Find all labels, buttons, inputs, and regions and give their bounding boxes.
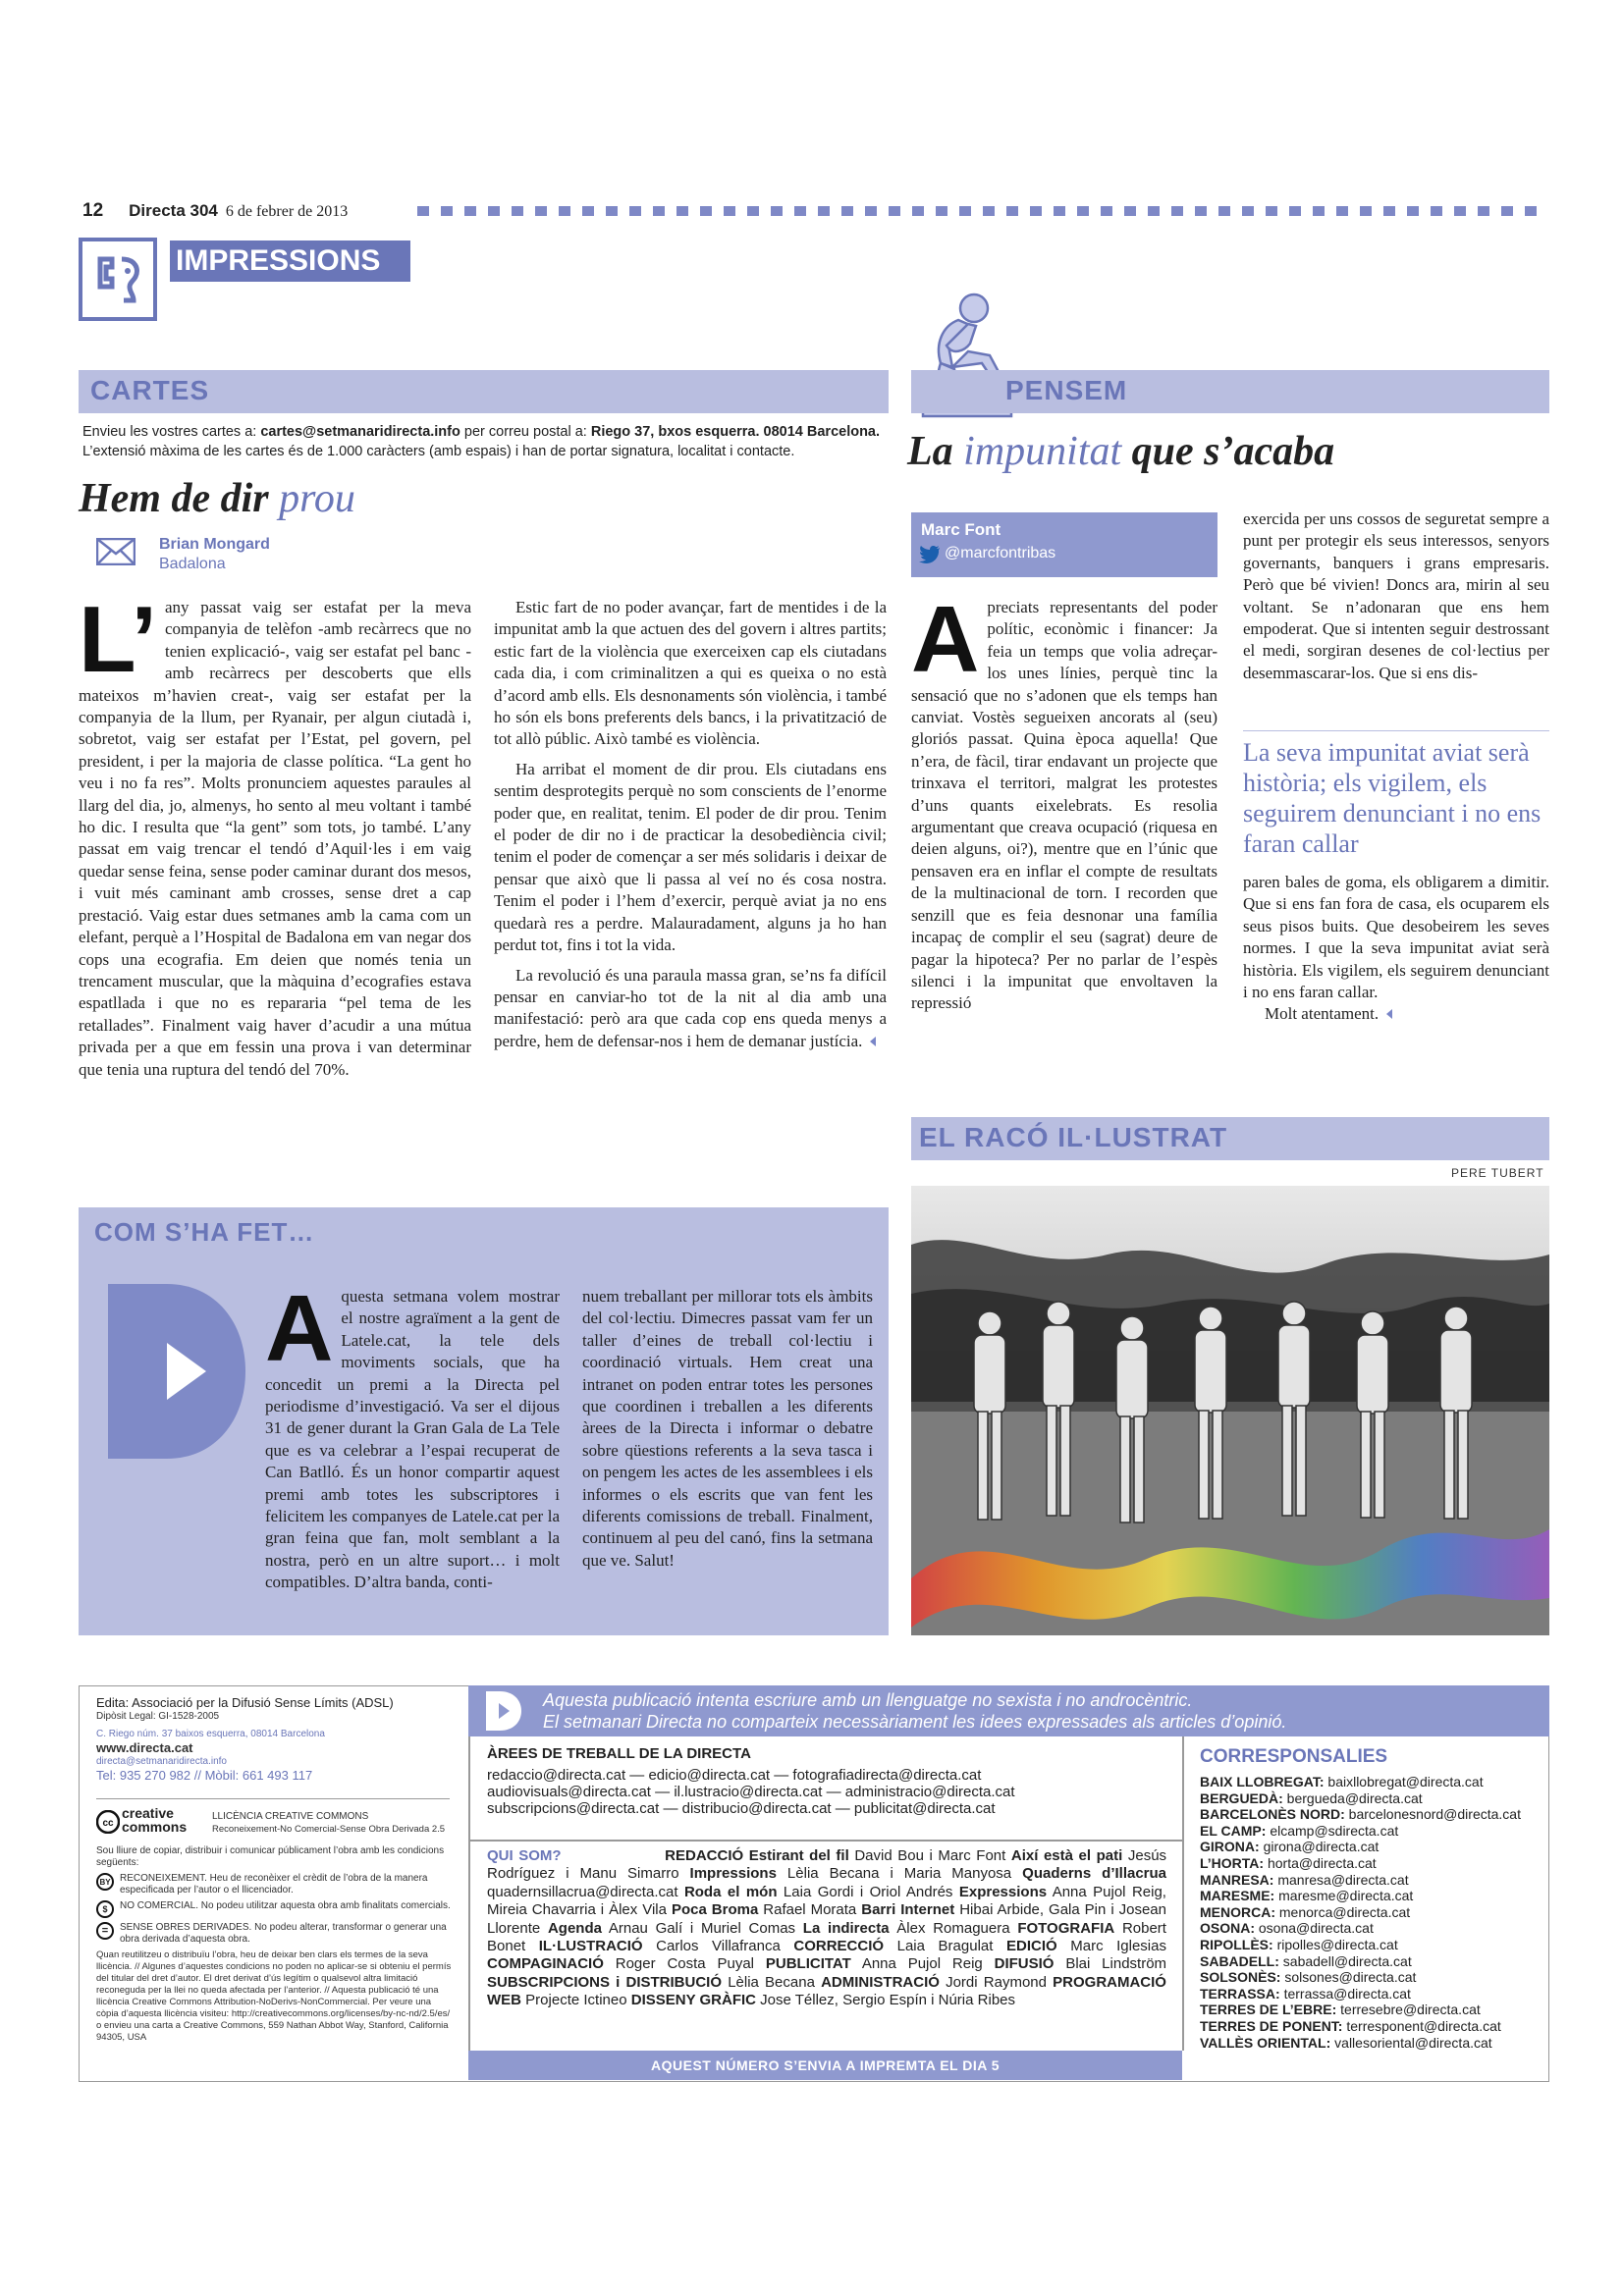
cartes-band-title: CARTES — [90, 375, 210, 405]
corr-email[interactable]: elcamp@sdirecta.cat — [1270, 1822, 1399, 1839]
corr-email[interactable]: terresebre@directa.cat — [1340, 2002, 1481, 2018]
cartes-email[interactable]: cartes@setmanaridirecta.info — [260, 424, 460, 440]
cc-item-by — [96, 1873, 452, 1896]
quisom-names: Àlex Romaguera — [896, 1919, 1010, 1937]
corr-email[interactable]: girona@directa.cat — [1263, 1839, 1380, 1855]
section-title-impressions: IMPRESSIONS — [170, 240, 410, 282]
comshafet-col2-text: nuem treballant per millorar tots els àmbits del col·lectiu. Dimecres passat vam fer un taller d’eines de treball col·lectiu i coordinació virtuals. Hem creat una intranet on poden entrar totes les persones que coordinen i treballen a les diferents àrees de la Directa i informar o debatre sobre qüestions referents a la seva tasca i on pengem les actes de les assemblees i els informes o els escrits que van fent les diferents comissions de treball. Finalment, continuem al peu del canó, fins la setmana que ve. Salut! — [582, 1287, 873, 1570]
footer-band — [468, 2051, 1182, 2080]
corr-item — [1200, 1855, 1543, 1872]
corr-region: SABADELL: — [1200, 1952, 1279, 1969]
quisom-role: REDACCIÓ — [665, 1847, 744, 1864]
pensem-band — [911, 370, 1549, 413]
corr-email[interactable]: maresme@directa.cat — [1278, 1888, 1414, 1904]
raco-band-title: EL RACÓ IL·LUSTRAT — [919, 1122, 1228, 1152]
quisom-role: ADMINISTRACIÓ — [821, 1973, 940, 1991]
corr-region: BAIX LLOBREGAT: — [1200, 1774, 1325, 1789]
pensem-headline-c: que s’acaba — [1121, 429, 1335, 474]
directa-d-logo-icon — [108, 1284, 245, 1459]
end-mark-icon — [1386, 1009, 1392, 1019]
pensem-headline-b: impunitat — [963, 429, 1122, 474]
corr-item — [1200, 1823, 1543, 1840]
cc-title: LLICÈNCIA CREATIVE COMMONS — [212, 1811, 369, 1822]
corr-item — [1200, 1953, 1543, 1970]
notice-line-1: Aquesta publicació intenta escriure amb un llenguatge no sexista i no androcèntric. — [543, 1690, 1193, 1710]
pensem-band-title: PENSEM — [1005, 375, 1128, 405]
quisom-role: La indirecta — [802, 1919, 890, 1937]
corr-item — [1200, 2002, 1543, 2018]
quisom-names: David Bou i Marc Font — [854, 1847, 1006, 1864]
corr-email[interactable]: bergueda@directa.cat — [1286, 1789, 1423, 1806]
quisom-role: Agenda — [547, 1919, 602, 1937]
pensem-column-2b — [1243, 872, 1549, 1026]
corr-item — [1200, 2018, 1543, 2035]
raco-illustration — [911, 1186, 1549, 1635]
cc-item-by-text: RECONEIXEMENT. Heu de reconèixer el crèdit de l’obra de la manera especificada per l’autor o el llicenciador. — [120, 1873, 428, 1896]
cartes-address: Riego 37, bxos esquerra. 08014 Barcelona. — [590, 424, 881, 440]
cartes-info — [82, 422, 888, 461]
quisom-role: Estirant del fil — [748, 1847, 849, 1864]
quisom-names: Hibai Arbide, Gala Pin i Josean Llorente — [487, 1901, 1166, 1937]
masthead-tel: Tel: 935 270 982 // Mòbil: 661 493 117 — [96, 1768, 313, 1783]
quisom-role: IL·LUSTRACIÓ — [538, 1938, 643, 1955]
corr-email[interactable]: baixllobregat@directa.cat — [1327, 1774, 1484, 1789]
cartes-city: Badalona — [159, 556, 226, 572]
masthead-diposit: Dipòsit Legal: GI-1528-2005 — [96, 1711, 220, 1722]
arees-list — [487, 1767, 1015, 1817]
cartes-author: Brian Mongard — [159, 536, 270, 553]
corr-region: BERGUEDÀ: — [1200, 1789, 1283, 1806]
end-mark-icon — [870, 1037, 876, 1046]
cartes-info-mid: per correu postal a: — [460, 424, 591, 440]
corr-item — [1200, 1904, 1543, 1921]
cartes-column-2 — [494, 597, 887, 1052]
raco-credit: PERE TUBERT — [1451, 1166, 1544, 1180]
corr-region: TERRASSA: — [1200, 1985, 1280, 2002]
comshafet-column-2 — [582, 1286, 873, 1572]
corr-region: RIPOLLÈS: — [1200, 1936, 1273, 1952]
corr-email[interactable]: manresa@directa.cat — [1277, 1871, 1409, 1888]
pensem-signoff-wrap — [1243, 1003, 1549, 1025]
quisom-names: Arnau Galí i Muriel Comas — [608, 1919, 796, 1937]
quisom-role: EDICIÓ — [1005, 1938, 1057, 1955]
cartes-info-suffix: L’extensió màxima de les cartes és de 1.000 caràcters (amb espais) i han de portar signatura, localitat i contacte. — [82, 444, 795, 459]
corr-item — [1200, 1969, 1543, 1986]
cartes-headline-b: prou — [279, 476, 355, 521]
corr-region: EL CAMP: — [1200, 1822, 1267, 1839]
cc-conditions — [96, 1873, 452, 2044]
masthead-divider — [96, 1798, 450, 1799]
quisom-names: Carlos Villafranca — [656, 1938, 781, 1955]
corr-region: BARCELONÈS NORD: — [1200, 1806, 1345, 1823]
quisom-role: CORRECCIÓ — [793, 1938, 885, 1955]
pensem-signoff: Molt atentament. — [1265, 1004, 1380, 1024]
masthead-email[interactable]: directa@setmanaridirecta.info — [96, 1756, 227, 1767]
pensem-headline-a: La — [907, 429, 964, 474]
publication-name: Directa 304 — [129, 201, 218, 220]
comshafet-column-1 — [265, 1276, 560, 1594]
corr-item — [1200, 1937, 1543, 1953]
page-header — [82, 200, 377, 230]
noncommercial-icon: $ — [96, 1900, 114, 1918]
pensem-col1-text: preciats representants del poder polític, econòmic i financer: Ja feia un temps que volia adreçar-los unes línies, perquè tinc la sensació que no s’adonen que els temps han canviat. Vostès segueixen ancorats al (seu) gloriós passat. Quina època aquella! Que n’era, de fàcil, tirar endavant un projecte que trinxava el territori, malgrat les protestes d’uns quants eixelebrats. Es resolia argumentant que creava ocupació (riquesa en deien alguns, oi?), mentre que en l’únic que pensaven era en inflar el compte de resultats de la multinacional de torn. I recorden que senzill que es feia desnonar una família incapaç de complir el seu (sagrat) deure de pagar la hipoteca? Per no parlar de l’espès silenci i la impunitat que envoltaven la repressió — [911, 598, 1217, 1013]
quisom-role: DIFUSIÓ — [994, 1955, 1055, 1973]
quisom-names: Laia Gordi i Oriol Andrés — [783, 1883, 953, 1900]
cartes-col2-p1: Estic fart de no poder avançar, fart de mentides i de la impunitat amb la que actuen des del govern i altres partits; estic fart de la violència que exerceixen cap els ciutadans cada dia, i com criminalitzen a qui es queixa o no està d’acord amb ells. Els desnonaments són violència, i també ho són els bons preferents dels bancs, i la privatització de tot allò públic. Això també es violència. — [494, 598, 887, 749]
corr-email[interactable]: osona@directa.cat — [1258, 1920, 1374, 1937]
corr-region: OSONA: — [1200, 1920, 1255, 1937]
corr-item — [1200, 2035, 1543, 2052]
masthead-left — [96, 1696, 450, 1783]
corr-email[interactable]: terrassa@directa.cat — [1283, 1985, 1411, 2002]
masthead-web[interactable]: www.directa.cat — [96, 1740, 193, 1755]
corr-region: TERRES DE L’EBRE: — [1200, 2002, 1337, 2018]
cartes-col2-p3: La revolució és una paraula massa gran, se’ns fa difícil pensar en canviar-ho tot de la nit al dia amb una manifestació: però ara que cada cop ens queda menys a perdre, hem de defensar-nos i hem de demanar justícia. — [494, 965, 887, 1050]
corr-email[interactable]: solsones@directa.cat — [1284, 1969, 1417, 1986]
masthead-vdivider-1 — [468, 1736, 470, 2051]
corr-region: VALLÈS ORIENTAL: — [1200, 2034, 1331, 2051]
corr-region: SOLSONÈS: — [1200, 1969, 1281, 1986]
quisom-role: Quaderns d’Illacrua — [1022, 1865, 1167, 1883]
footer-text: AQUEST NÚMERO S’ENVIA A IMPREMTA EL DIA 5 — [651, 2057, 1000, 2073]
masthead-edita: Edita: Associació per la Difusió Sense Límits (ADSL) — [96, 1695, 394, 1710]
corr-email[interactable]: vallesoriental@directa.cat — [1334, 2034, 1492, 2051]
page-number: 12 — [82, 200, 104, 221]
cartes-info-prefix: Envieu les vostres cartes a: — [82, 424, 261, 440]
comshafet-col1-text: questa setmana volem mostrar el nostre agraïment a la gent de Latele.cat, la tele dels moviments socials, que ha concedit un premi a la Directa pel periodisme d’investigació. Va ser el dijous 31 de gener durant la Gran Gala de La Tele que es va celebrar a l’espai recuperat de Can Batlló. És un honor compartir aquest premi amb totes les subscriptores i felicitem les companyes de Latele.cat per la gran feina que fan, molt semblant a la nostra, però en un altre suport… i molt compatibles. D’altra banda, conti- — [265, 1287, 560, 1592]
cc-item-nd — [96, 1922, 452, 1946]
corr-item — [1200, 1774, 1543, 1790]
corr-email[interactable]: barcelonesnord@directa.cat — [1348, 1806, 1521, 1823]
cc-sub: Reconeixement-No Comercial-Sense Obra Derivada 2.5 — [212, 1824, 446, 1835]
issue-date: 6 de febrer de 2013 — [225, 203, 349, 220]
quisom-role: PUBLICITAT — [765, 1955, 851, 1973]
corr-email[interactable]: terresponent@directa.cat — [1346, 2017, 1501, 2034]
cc-item-nc-text: NO COMERCIAL. No podeu utilitzar aquesta obra amb finalitats comercials. — [120, 1900, 451, 1911]
quisom-names: Jordi Raymond — [946, 1973, 1047, 1991]
pensem-col2a-text: exercida per uns cossos de seguretat sempre a punt per protegir els seus interessos, senyors governants, banquers i grans empresaris. Però que bé vivien! Doncs ara, mirin al seu voltant. Se n’adonaran que ens hem empoderat. Que si intenten seguir destrossant el medi, sorgiran desenes de col·lectius per desemmascarar-los. Que si ens dis- — [1243, 509, 1549, 682]
arees-line-3[interactable]: subscripcions@directa.cat — distribucio@directa.cat — publicitat@directa.cat — [487, 1800, 996, 1817]
quisom-names: Lèlia Becana i Maria Manyosa — [786, 1865, 1012, 1883]
twitter-icon — [919, 546, 941, 563]
cartes-column-1 — [79, 587, 471, 1081]
arees-line-2[interactable]: audiovisuals@directa.cat — il.lustracio@directa.cat — administracio@directa.cat — [487, 1784, 1015, 1800]
arees-divider — [468, 1840, 1182, 1842]
masthead-vdivider-2 — [1182, 1736, 1184, 2051]
quisom-role: Barri Internet — [861, 1901, 955, 1919]
quisom-role: Expressions — [958, 1883, 1048, 1900]
pensem-author: Marc Font — [921, 520, 1001, 539]
quisom-role: COMPAGINACIÓ — [487, 1955, 604, 1973]
cc-footer: Quan reutilitzeu o distribuïu l’obra, heu de deixar ben clars els termes de la seva llicència. // Algunes d’aquestes condicions no poden no aplicar-se si obteniu el permís del titular del dret d’autor. El dret derivat d’ús legítim o qualsevol altra limitació reconeguda per la llei no queda afectada per l’anterior. // Aquesta publicació té una llicència Creative Commons Attribution-NoDerivs-NonCommercial. Per veure una còpia d’aquesta llicència visiteu: http://creativecommons.org/licenses/by-nc-nd/2.5/es/ o envieu una carta a Creative Commons, 559 Nathan Abbot Way, Stanford, California 94305, USA — [96, 1949, 452, 2043]
quisom-role: Impressions — [689, 1865, 777, 1883]
pensem-dropcap: A — [911, 587, 980, 692]
notice-band — [468, 1685, 1549, 1736]
corr-item — [1200, 1986, 1543, 2002]
corr-email[interactable]: sabadell@directa.cat — [1282, 1952, 1412, 1969]
pensem-twitter-handle[interactable]: @marcfontribas — [945, 545, 1056, 561]
arees-title: ÀREES DE TREBALL DE LA DIRECTA — [487, 1745, 751, 1762]
quisom-title: QUI SOM? — [487, 1847, 562, 1864]
comshafet-box — [79, 1207, 889, 1635]
quisom-names: Robert Bonet — [487, 1919, 1166, 1955]
quisom-names: Projecte Ictineo — [525, 1992, 627, 2009]
quisom-role: Així està el pati — [1010, 1847, 1123, 1864]
corr-item — [1200, 1872, 1543, 1889]
corresponsalies-list — [1200, 1774, 1543, 2051]
svg-text:cc: cc — [102, 1818, 114, 1829]
corr-item — [1200, 1790, 1543, 1807]
quisom-names: Marc Iglesias — [1070, 1938, 1166, 1955]
corr-email[interactable]: horta@directa.cat — [1267, 1854, 1377, 1871]
corr-region: TERRES DE PONENT: — [1200, 2017, 1343, 2034]
letter-envelope-icon — [96, 538, 135, 565]
corr-region: L’HORTA: — [1200, 1854, 1265, 1871]
quisom-names: Blai Lindström — [1065, 1955, 1167, 1973]
cartes-headline — [79, 475, 355, 522]
cartes-dropcap: L’ — [79, 587, 158, 692]
corr-region: MENORCA: — [1200, 1903, 1275, 1920]
quisom-names: Jesús Rodríguez i Manu Simarro — [487, 1847, 1167, 1883]
cc-logo-text: creative commons — [122, 1805, 188, 1835]
quisom-names: Anna Pujol Reig — [861, 1955, 983, 1973]
cc-item-nc — [96, 1900, 452, 1918]
quisom-names: quadernsillacrua@directa.cat — [487, 1883, 678, 1900]
quisom-role: Poca Broma — [671, 1901, 759, 1919]
cartes-band — [79, 370, 889, 413]
corresponsalies-title: CORRESPONSALIES — [1200, 1746, 1388, 1767]
corr-item — [1200, 1888, 1543, 1904]
arees-line-1[interactable]: redaccio@directa.cat — edicio@directa.cat — fotografiadirecta@directa.cat — [487, 1767, 982, 1784]
quisom-role: FOTOGRAFIA — [1017, 1919, 1115, 1937]
quisom-role: SUBSCRIPCIONS i DISTRIBUCIÓ — [487, 1973, 723, 1991]
quisom-role: DISSENY GRÀFIC — [630, 1992, 756, 2009]
corr-item — [1200, 1806, 1543, 1823]
raco-band — [911, 1117, 1549, 1160]
corr-email[interactable]: menorca@directa.cat — [1278, 1903, 1411, 1920]
comshafet-dropcap: A — [265, 1276, 334, 1381]
quisom-names: Lèlia Becana — [728, 1973, 815, 1991]
pensem-column-1 — [911, 587, 1217, 1015]
cc-logo-icon — [96, 1810, 120, 1834]
quisom-names: Jose Téllez, Sergio Espín i Núria Ribes — [760, 1992, 1015, 2009]
impressions-logo — [79, 238, 157, 321]
corr-email[interactable]: ripolles@directa.cat — [1276, 1936, 1398, 1952]
pensem-col2b-text: paren bales de goma, els obligarem a dimitir. Que si ens fan fora de casa, els ocuparem els seus pisos buits. Que desobeirem les seves normes. I que la seva impunitat aviat serà història. Els vigilem, els seguirem denunciant i no ens faran callar. — [1243, 873, 1549, 1002]
attribution-icon: BY — [96, 1873, 114, 1891]
notice-d-logo-icon — [486, 1691, 521, 1731]
cartes-col2-p3-wrap — [494, 965, 887, 1053]
quisom-names: Rafael Morata — [763, 1901, 857, 1919]
pensem-author-box — [911, 512, 1217, 577]
cc-item-nd-text: SENSE OBRES DERIVADES. No podeu alterar, transformar o generar una obra derivada d’aquesta obra. — [120, 1922, 447, 1945]
quisom-names: Roger Costa Puyal — [615, 1955, 754, 1973]
quisom-names: Laia Bragulat — [896, 1938, 994, 1955]
cartes-col1-text: any passat vaig ser estafat per la meva companyia de telèfon -amb recàrrecs que no tenien explicació-, vaig ser estafat pel banc -amb recàrrecs per descoberts que ells mateixos m’havien creat-, vaig ser estafat per la companyia de la llum, per Ryanair, per algun ciutadà i, sobretot, vaig ser estafat per l’Estat, pel govern, pel president, i per la majoria de classe política. “La gent ho veu i no fa res”. Molts pronunciem aquestes paraules al llarg del dia, jo, almenys, ho sento al meu voltant i també ho dic. I resulta que “la gent” som tots, jo també. L’any passat em vaig trencar el tendó d’Aquil·les i em vaig quedar sense feina, sense poder caminar durant dos mesos, i vuit més caminant amb crosses, sense dret a cap prestació. Vaig estar dues setmanes amb la cama com un elefant, perquè a l’Hospital de Badalona em van negar dos cops una ecografia. Em deien que només tenia un trencament muscular, que la màquina d’ecografies estava espatllada i que no es repararia “pel tema de les retallades”. Finalment vaig haver d’acudir a una mútua privada per a que em fessin una prova i van determinar que tenia una ruptura del tendó del 70%. — [79, 598, 471, 1079]
comshafet-band-title: COM S’HA FET… — [94, 1217, 315, 1247]
corr-region: MARESME: — [1200, 1888, 1275, 1904]
pensem-pull-quote: La seva impunitat aviat serà història; els vigilem, els seguirem denunciant i no ens faran callar — [1243, 730, 1549, 859]
cartes-headline-a: Hem de dir — [79, 476, 280, 521]
cartes-col2-p2: Ha arribat el moment de dir prou. Els ciutadans ens sentim desprotegits perquè no som conscients de l’enorme poder que, en realitat, tenim. El poder de dir prou. Tenim el poder de dir no i de practicar la desobediència civil; tenim el poder de començar a ser més solidaris i deixar de pensar que això que li passa al veí no és cosa nostra. Tenim el poder i l’hem d’exercir, perquè aviat ja no ens quedarà res a perdre. Malauradament, alguns ja ho han perdut tot, fins i tot la vida. — [494, 759, 887, 955]
quisom-names: Anna Pujol Reig, Mireia Chavarria i Àlex Vila — [487, 1883, 1166, 1919]
cc-intro: Sou lliure de copiar, distribuir i comunicar públicament l’obra amb les condicions següents: — [96, 1845, 445, 1868]
masthead-address: C. Riego núm. 37 baixos esquerra, 08014 Barcelona — [96, 1729, 325, 1739]
corr-item — [1200, 1839, 1543, 1855]
header-dotted-rule — [417, 206, 1546, 216]
quisom-block — [487, 1847, 1166, 2010]
noderivs-icon: = — [96, 1922, 114, 1940]
corr-item — [1200, 1920, 1543, 1937]
corr-region: GIRONA: — [1200, 1839, 1260, 1855]
pensem-headline — [907, 428, 1334, 475]
notice-line-2: El setmanari Directa no comparteix necessàriament les idees expressades als articles d’opinió. — [543, 1712, 1287, 1732]
pensem-column-2a — [1243, 508, 1549, 684]
corr-region: MANRESA: — [1200, 1871, 1274, 1888]
quisom-role: PROGRAMACIÓ WEB — [487, 1973, 1166, 2009]
quisom-role: Roda el món — [683, 1883, 778, 1900]
